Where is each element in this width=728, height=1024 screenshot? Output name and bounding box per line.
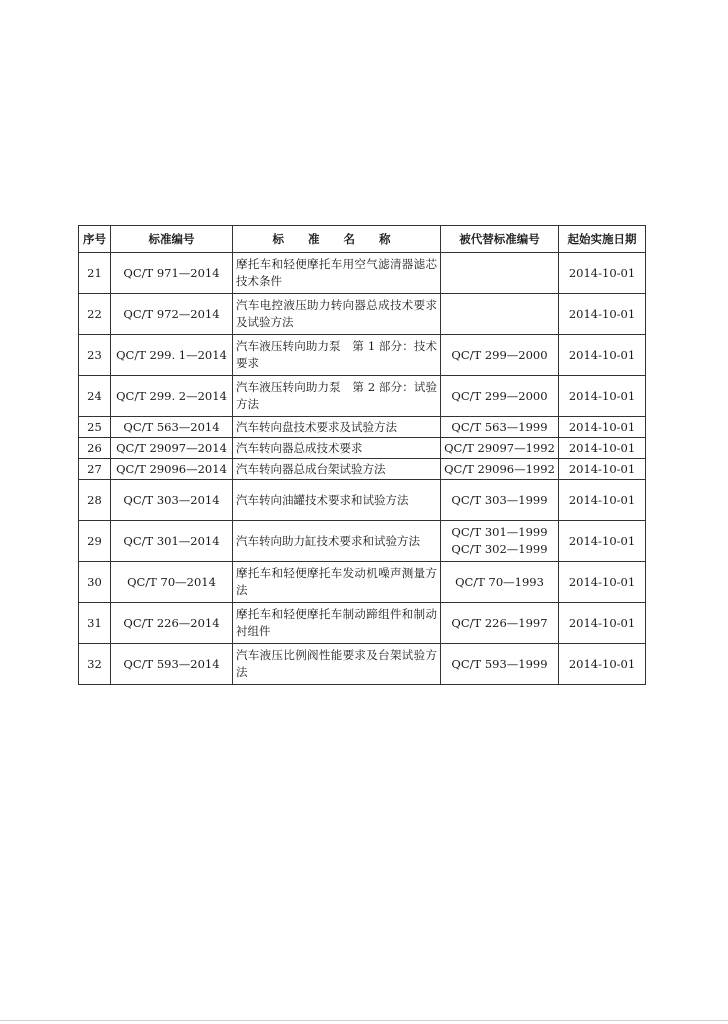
cell-standard-name: 摩托车和轻便摩托车用空气滤清器滤芯技术条件 — [233, 253, 441, 294]
cell-seq: 24 — [79, 376, 111, 417]
cell-replaced-code — [441, 294, 559, 335]
cell-standard-name: 汽车液压比例阀性能要求及台架试验方法 — [233, 644, 441, 685]
cell-standard-code: QC/T 971—2014 — [111, 253, 233, 294]
cell-standard-name: 汽车液压转向助力泵 第 2 部分：试验方法 — [233, 376, 441, 417]
cell-standard-code: QC/T 29096—2014 — [111, 459, 233, 480]
cell-standard-code: QC/T 972—2014 — [111, 294, 233, 335]
cell-effective-date: 2014-10-01 — [559, 459, 646, 480]
cell-replaced-code: QC/T 301—1999 QC/T 302—1999 — [441, 521, 559, 562]
table-row — [79, 603, 646, 644]
table-row — [79, 521, 646, 562]
cell-replaced-code — [441, 253, 559, 294]
cell-standard-name: 摩托车和轻便摩托车发动机噪声测量方法 — [233, 562, 441, 603]
cell-effective-date: 2014-10-01 — [559, 562, 646, 603]
cell-effective-date: 2014-10-01 — [559, 294, 646, 335]
cell-standard-name: 汽车转向油罐技术要求和试验方法 — [233, 480, 441, 521]
cell-seq: 32 — [79, 644, 111, 685]
cell-effective-date: 2014-10-01 — [559, 417, 646, 438]
cell-standard-name: 汽车转向器总成台架试验方法 — [233, 459, 441, 480]
cell-seq: 21 — [79, 253, 111, 294]
page-edge-line — [0, 1020, 728, 1021]
table-row — [79, 562, 646, 603]
cell-seq: 30 — [79, 562, 111, 603]
cell-replaced-code: QC/T 29097—1992 — [441, 438, 559, 459]
cell-standard-code: QC/T 303—2014 — [111, 480, 233, 521]
cell-effective-date: 2014-10-01 — [559, 438, 646, 459]
cell-replaced-code: QC/T 70—1993 — [441, 562, 559, 603]
cell-replaced-code: QC/T 299—2000 — [441, 376, 559, 417]
cell-seq: 27 — [79, 459, 111, 480]
cell-effective-date: 2014-10-01 — [559, 644, 646, 685]
header-code: 标准编号 — [111, 226, 233, 253]
header-seq: 序号 — [79, 226, 111, 253]
cell-standard-code: QC/T 70—2014 — [111, 562, 233, 603]
table-row — [79, 376, 646, 417]
cell-seq: 22 — [79, 294, 111, 335]
table-row — [79, 335, 646, 376]
cell-standard-code: QC/T 29097—2014 — [111, 438, 233, 459]
table-row — [79, 417, 646, 438]
cell-effective-date: 2014-10-01 — [559, 521, 646, 562]
cell-replaced-code: QC/T 226—1997 — [441, 603, 559, 644]
header-replaced: 被代替标准编号 — [441, 226, 559, 253]
table-row — [79, 438, 646, 459]
table-row — [79, 644, 646, 685]
cell-seq: 26 — [79, 438, 111, 459]
cell-seq: 28 — [79, 480, 111, 521]
cell-standard-name: 汽车电控液压助力转向器总成技术要求及试验方法 — [233, 294, 441, 335]
cell-standard-code: QC/T 226—2014 — [111, 603, 233, 644]
cell-standard-name: 汽车转向盘技术要求及试验方法 — [233, 417, 441, 438]
cell-standard-code: QC/T 593—2014 — [111, 644, 233, 685]
cell-standard-code: QC/T 301—2014 — [111, 521, 233, 562]
cell-standard-code: QC/T 299. 2—2014 — [111, 376, 233, 417]
cell-standard-name: 汽车转向器总成技术要求 — [233, 438, 441, 459]
cell-standard-name: 汽车液压转向助力泵 第 1 部分：技术要求 — [233, 335, 441, 376]
cell-effective-date: 2014-10-01 — [559, 480, 646, 521]
table-row — [79, 253, 646, 294]
header-name: 标 准 名 称 — [233, 226, 441, 253]
table-row — [79, 480, 646, 521]
table-row — [79, 459, 646, 480]
table-header-row — [79, 226, 646, 253]
cell-replaced-code: QC/T 303—1999 — [441, 480, 559, 521]
cell-standard-name: 摩托车和轻便摩托车制动蹄组件和制动衬组件 — [233, 603, 441, 644]
cell-replaced-code: QC/T 563—1999 — [441, 417, 559, 438]
cell-replaced-code: QC/T 29096—1992 — [441, 459, 559, 480]
cell-seq: 25 — [79, 417, 111, 438]
cell-effective-date: 2014-10-01 — [559, 376, 646, 417]
cell-effective-date: 2014-10-01 — [559, 253, 646, 294]
cell-effective-date: 2014-10-01 — [559, 603, 646, 644]
cell-effective-date: 2014-10-01 — [559, 335, 646, 376]
standards-table — [78, 225, 646, 685]
cell-standard-code: QC/T 563—2014 — [111, 417, 233, 438]
cell-standard-name: 汽车转向助力缸技术要求和试验方法 — [233, 521, 441, 562]
cell-seq: 29 — [79, 521, 111, 562]
header-date: 起始实施日期 — [559, 226, 646, 253]
cell-seq: 23 — [79, 335, 111, 376]
table-row — [79, 294, 646, 335]
cell-replaced-code: QC/T 593—1999 — [441, 644, 559, 685]
cell-seq: 31 — [79, 603, 111, 644]
cell-standard-code: QC/T 299. 1—2014 — [111, 335, 233, 376]
cell-replaced-code: QC/T 299—2000 — [441, 335, 559, 376]
